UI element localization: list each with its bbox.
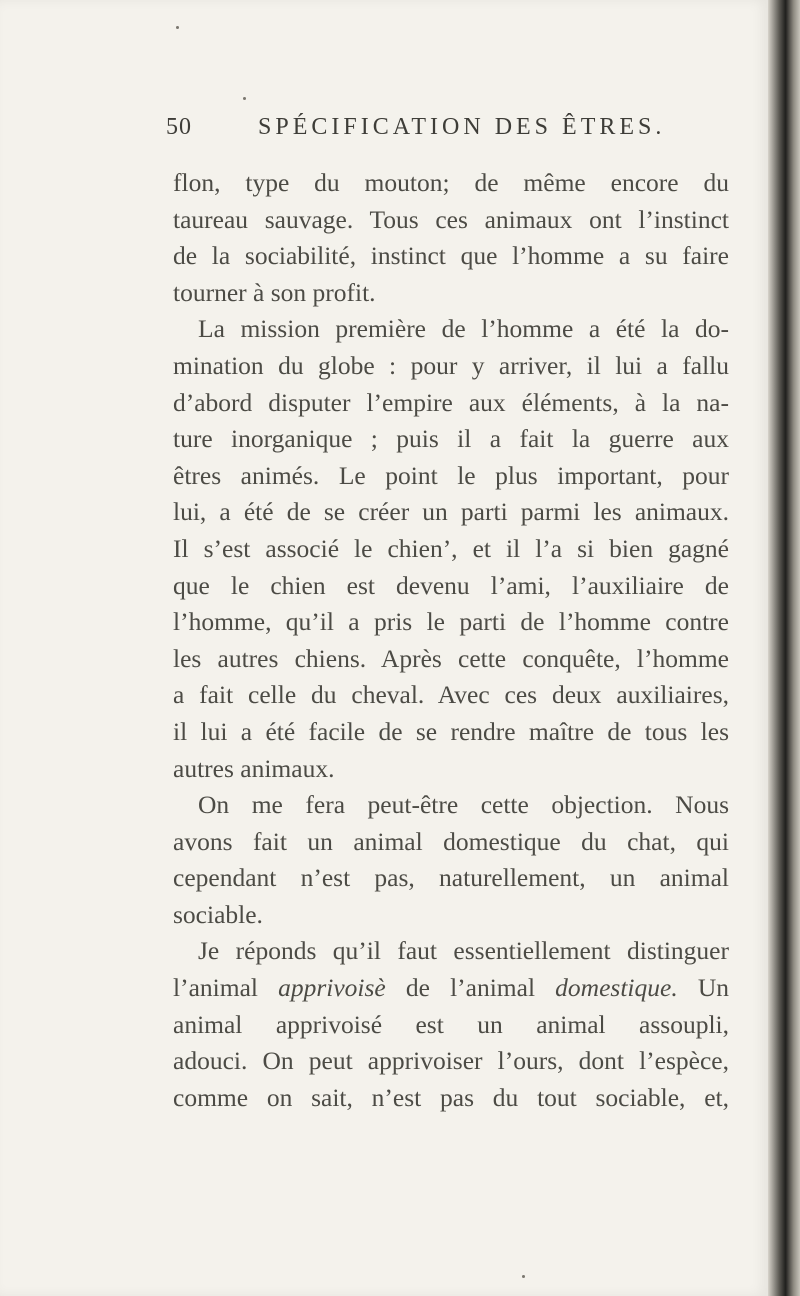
text-line-with-italics (173, 970, 729, 1007)
text-line: a fait celle du cheval. Avec ces deux auxiliaires, (173, 680, 729, 710)
text-fragment: de l’animal (405, 973, 536, 1003)
text-line: Je réponds qu’il faut essentiellement distinguer (198, 936, 729, 966)
text-line: avons fait un animal domestique du chat, qui (173, 826, 729, 856)
paper-speck (522, 1275, 525, 1278)
text-line: sociable. (173, 899, 263, 929)
text-line: il lui a été facile de se rendre maître de tous les (173, 716, 729, 746)
text-line: êtres animés. Le point le plus important, pour (173, 460, 729, 490)
text-line: flon, type du mouton; de même encore du (173, 168, 729, 197)
text-fragment: l’animal (173, 973, 258, 1003)
text-line: adouci. On peut apprivoiser l’ours, dont l’espèce, (173, 1046, 729, 1076)
italic-text: domestique. (555, 973, 678, 1003)
text-line: mination du globe : pour y arriver, il lui a fallu (173, 350, 729, 380)
text-fragment: Un (697, 973, 729, 1003)
text-line: On me fera peut-être cette objection. Nous (198, 790, 729, 820)
body-text (173, 165, 729, 1116)
text-line: animal apprivoisé est un animal assoupli, (173, 1009, 729, 1039)
paper-speck (243, 97, 246, 100)
book-binding-edge (768, 0, 800, 1296)
text-line: que le chien est devenu l’ami, l’auxiliaire de (173, 570, 729, 600)
text-line: cependant n’est pas, naturellement, un animal (173, 863, 729, 893)
text-line: comme on sait, n’est pas du tout sociable, et, (173, 1082, 729, 1112)
italic-text: apprivoisè (278, 973, 386, 1003)
text-line: La mission première de l’homme a été la do- (198, 314, 729, 344)
running-head: SPÉCIFICATION DES ÊTRES. (258, 114, 666, 140)
text-line: tourner à son profit. (173, 277, 376, 307)
text-line: les autres chiens. Après cette conquête, l’homme (173, 643, 729, 673)
text-line: ture inorganique ; puis il a fait la guerre aux (173, 424, 729, 454)
text-line: lui, a été de se créer un parti parmi les animaux. (173, 497, 729, 527)
text-line: l’homme, qu’il a pris le parti de l’homme contre (173, 607, 729, 637)
text-line: Il s’est associé le chien’, et il l’a si bien gagné (173, 533, 729, 563)
page-number: 50 (166, 114, 192, 140)
text-line: taureau sauvage. Tous ces animaux ont l’instinct (173, 204, 729, 234)
text-line: autres animaux. (173, 753, 335, 783)
paper-speck (176, 26, 179, 29)
text-line: de la sociabilité, instinct que l’homme a su faire (173, 241, 729, 271)
text-line: d’abord disputer l’empire aux éléments, à la na- (173, 387, 729, 417)
